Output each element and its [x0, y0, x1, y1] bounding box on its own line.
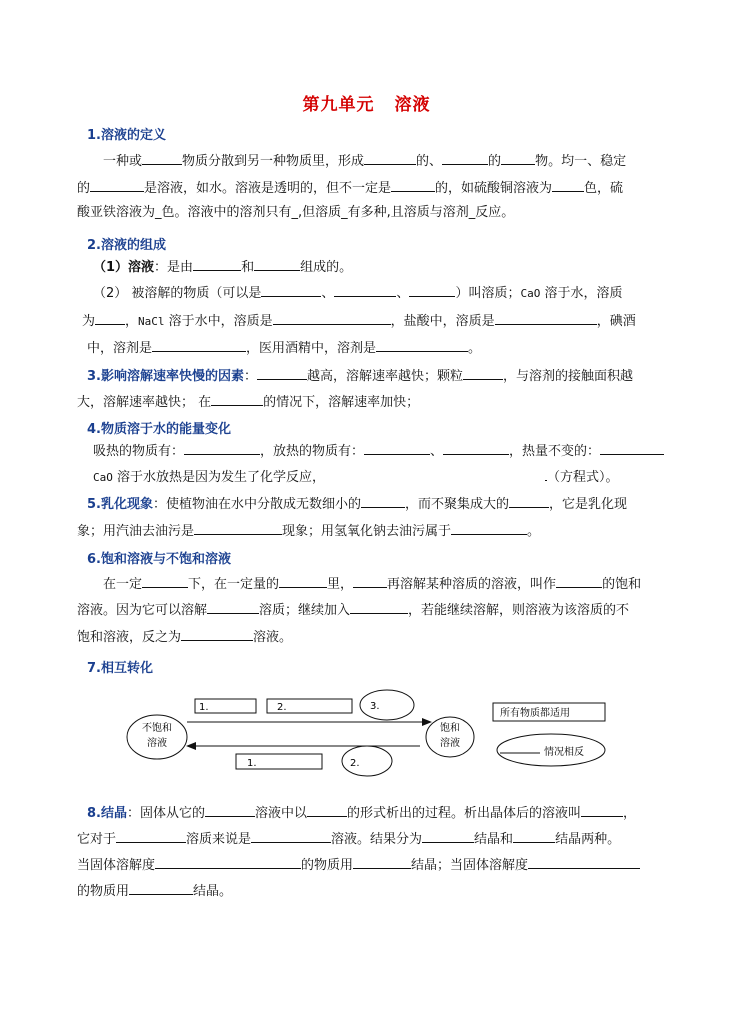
s2-line-3: 为 ，NaCl 溶于水中，溶质是 ，盐酸中，溶质是 ，碘酒: [82, 311, 636, 331]
blank[interactable]: [279, 574, 327, 588]
left-label-top: 不饱和: [142, 723, 172, 734]
page-title: [0, 90, 733, 115]
section-8-heading: 8.结晶: [87, 806, 127, 821]
blank[interactable]: [581, 803, 623, 817]
blank[interactable]: [184, 441, 260, 455]
s2-line-1: （1）溶液：是由 和 组成的。: [93, 257, 352, 277]
blank[interactable]: [509, 494, 549, 508]
svg-text:情况相反: 情况相反: [544, 747, 584, 758]
blank[interactable]: [181, 627, 253, 641]
conversion-diagram: [0, 680, 733, 790]
s5-line-1: 5.乳化现象：使植物油在水中分散成无数细小的 ，而不聚集成大的 ，它是乳化现: [87, 494, 627, 514]
top-circle-3: [360, 690, 414, 720]
blank[interactable]: [451, 521, 527, 535]
right-label-bottom: 溶液: [440, 738, 460, 749]
blank[interactable]: [193, 257, 241, 271]
left-label-bottom: 溶液: [147, 738, 167, 749]
section-5-heading: 5.乳化现象: [87, 497, 153, 512]
s6-line-2: 溶液。因为它可以溶解 溶质；继续加入 ，若能继续溶解，则溶液为该溶质的不: [77, 600, 629, 620]
blank[interactable]: [442, 151, 488, 165]
unsaturated-ellipse: [127, 715, 187, 759]
svg-text:所有物质都适用: 所有物质都适用: [500, 708, 570, 719]
section-7-heading: 7.相互转化: [87, 661, 153, 676]
s1-line-2: 的 是溶液，如水。溶液是透明的，但不一定是 的，如硫酸铜溶液为 色，硫: [77, 178, 623, 198]
section-1-heading: 1.溶液的定义: [87, 128, 166, 143]
s3-line-1: 3.影响溶解速率快慢的因素： 越高，溶解速率越快；颗粒 ，与溶剂的接触面积越: [87, 366, 633, 386]
s4-line-2: CaO 溶于水放热是因为发生了化学反应， （方程式）。: [93, 467, 619, 487]
blank[interactable]: [501, 151, 535, 165]
blank[interactable]: [353, 855, 411, 869]
blank[interactable]: [361, 494, 405, 508]
svg-text:2.: 2.: [350, 758, 360, 769]
blank[interactable]: [334, 283, 396, 297]
blank[interactable]: [129, 881, 193, 895]
s3-line-2: 大，溶解速率越快； 在 的情况下，溶解速率加快；: [77, 392, 419, 412]
section-6-heading: 6.饱和溶液与不饱和溶液: [87, 552, 231, 567]
s2-line-4: 中，溶剂是 ，医用酒精中，溶剂是 。: [87, 338, 481, 358]
blank[interactable]: [552, 178, 584, 192]
blank[interactable]: [307, 803, 347, 817]
blank[interactable]: [528, 855, 640, 869]
section-3-heading: 3.影响溶解速率快慢的因素: [87, 369, 244, 384]
blank[interactable]: [513, 829, 555, 843]
right-label-top: 饱和: [440, 723, 460, 734]
s1-line-3: 酸亚铁溶液为_色。溶液中的溶剂只有_,但溶质_有多种,且溶质与溶剂_反应。: [77, 205, 515, 220]
blank[interactable]: [95, 311, 125, 325]
blank[interactable]: [600, 441, 664, 455]
arrowhead-left: [186, 742, 196, 750]
svg-text:1.: 1.: [247, 758, 257, 769]
s6-line-1: 在一定 下，在一定量的 里， 再溶解某种溶质的溶液，叫作 的饱和: [103, 574, 641, 594]
s8-line-3: 当固体溶解度 的物质用 结晶；当固体溶解度: [77, 855, 640, 875]
blank[interactable]: [261, 283, 321, 297]
blank[interactable]: [205, 803, 255, 817]
blank[interactable]: [194, 521, 282, 535]
blank[interactable]: [254, 257, 300, 271]
section-4-heading: 4.物质溶于水的能量变化: [87, 422, 231, 437]
title-topic: 溶液: [394, 95, 431, 115]
s6-line-3: 饱和溶液，反之为 溶液。: [77, 627, 292, 647]
blank[interactable]: [409, 283, 455, 297]
s4-line-1: 吸热的物质有： ，放热的物质有： 、 ，热量不变的：: [93, 441, 664, 461]
s1-line-1: 一种或 物质分散到另一种物质里，形成 的、 的 物。均一、稳定: [103, 151, 626, 171]
svg-text:1.: 1.: [199, 702, 209, 713]
blank[interactable]: [251, 829, 331, 843]
blank[interactable]: [142, 151, 182, 165]
svg-text:2.: 2.: [277, 702, 287, 713]
blank[interactable]: [353, 574, 387, 588]
blank[interactable]: [257, 366, 307, 380]
title-unit: 第九单元: [302, 95, 375, 115]
s2-line-2: （2） 被溶解的物质（可以是 、 、 ）叫溶质；CaO 溶于水，溶质: [93, 283, 622, 303]
blank[interactable]: [495, 311, 597, 325]
blank[interactable]: [207, 600, 259, 614]
blank[interactable]: [443, 441, 509, 455]
blank[interactable]: [350, 600, 408, 614]
section-2-heading: 2.溶液的组成: [87, 238, 166, 253]
blank[interactable]: [211, 392, 263, 406]
blank[interactable]: [364, 151, 416, 165]
s8-line-2: 它对于 溶质来说是 溶液。结果分为 结晶和 结晶两种。: [77, 829, 620, 849]
blank[interactable]: [422, 829, 474, 843]
svg-text:3.: 3.: [370, 701, 380, 712]
blank[interactable]: [556, 574, 602, 588]
blank[interactable]: [152, 338, 246, 352]
blank[interactable]: [273, 311, 391, 325]
blank[interactable]: [155, 855, 301, 869]
s8-line-1: 8.结晶：固体从它的 溶液中以 的形式析出的过程。析出晶体后的溶液叫 ，: [87, 803, 636, 823]
blank[interactable]: [142, 574, 188, 588]
blank[interactable]: [376, 338, 468, 352]
blank[interactable]: [364, 441, 430, 455]
blank[interactable]: [90, 178, 144, 192]
blank[interactable]: [463, 366, 503, 380]
s5-line-2: 象；用汽油去油污是 现象；用氢氧化钠去油污属于 。: [77, 521, 540, 541]
blank[interactable]: [116, 829, 186, 843]
blank[interactable]: [391, 178, 435, 192]
s8-line-4: 的物质用 结晶。: [77, 881, 232, 901]
